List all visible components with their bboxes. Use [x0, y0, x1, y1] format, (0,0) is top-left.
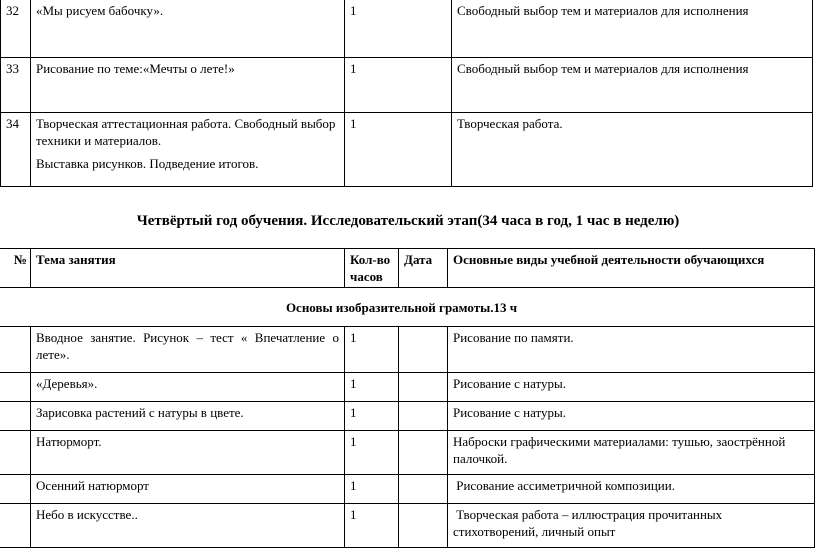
header-date: Дата [399, 249, 448, 288]
header-number: № [0, 249, 31, 288]
lesson-topic: Небо в искусстве.. [31, 504, 345, 548]
lesson-date [399, 373, 448, 402]
table-row [1, 0, 813, 58]
lesson-hours: 1 [345, 402, 399, 431]
header-activity: Основные виды учебной деятельности обучающихся [448, 249, 815, 288]
lesson-date [399, 402, 448, 431]
lesson-activity: Рисование ассиметричной композиции. [448, 475, 815, 504]
lesson-number [0, 327, 31, 373]
lesson-number [0, 431, 31, 475]
lesson-number [0, 475, 31, 504]
lesson-topic: Осенний натюрморт [31, 475, 345, 504]
header-topic: Тема занятия [31, 249, 345, 288]
lesson-topic: «Деревья». [31, 373, 345, 402]
lesson-number [0, 402, 31, 431]
lesson-number [0, 373, 31, 402]
table-row [0, 327, 815, 373]
table-row [0, 431, 815, 475]
table-row [1, 113, 813, 187]
table-row [0, 504, 815, 548]
lesson-activity: Наброски графическими материалами: тушью, заострённой палочкой. [448, 431, 815, 475]
table-row [1, 58, 813, 113]
lesson-activity: Рисование с натуры. [448, 373, 815, 402]
lesson-hours: 1 [345, 373, 399, 402]
lesson-topic: «Мы рисуем бабочку». [31, 0, 345, 58]
table-row [0, 475, 815, 504]
year-heading: Четвёртый год обучения. Исследовательский этап(34 часа в год, 1 час в неделю) [136, 213, 680, 229]
table-header-row [0, 249, 815, 288]
lesson-date [399, 504, 448, 548]
lesson-topic: Творческая аттестационная работа. Свободный выбор техники и материалов. Выставка рисунков. Подведение итогов. [31, 113, 345, 187]
lesson-topic: Зарисовка растений с натуры в цвете. [31, 402, 345, 431]
lesson-topic: Рисование по теме:«Мечты о лете!» [31, 58, 345, 113]
lesson-hours: 1 [345, 475, 399, 504]
table-row [0, 402, 815, 431]
lesson-activity: Свободный выбор тем и материалов для исполнения [452, 58, 813, 113]
fourth-year-table [0, 248, 815, 548]
lesson-hours: 1 [345, 431, 399, 475]
lesson-number: 33 [1, 58, 31, 113]
lesson-hours: 1 [345, 327, 399, 373]
header-hours: Кол-во часов [345, 249, 399, 288]
lesson-hours: 1 [345, 58, 452, 113]
lesson-hours: 1 [345, 504, 399, 548]
lesson-activity: Рисование по памяти. [448, 327, 815, 373]
lesson-number: 32 [1, 0, 31, 58]
section-row [0, 288, 815, 327]
lesson-hours: 1 [345, 113, 452, 187]
lesson-date [399, 327, 448, 373]
lesson-hours: 1 [345, 0, 452, 58]
table-row [0, 373, 815, 402]
section-title: Основы изобразительной грамоты.13 ч [0, 288, 815, 327]
lesson-activity: Творческая работа. [452, 113, 813, 187]
previous-year-table [0, 0, 813, 187]
lesson-number [0, 504, 31, 548]
lesson-topic: Вводное занятие. Рисунок – тест « Впечатление о лете». [31, 327, 345, 373]
lesson-date [399, 475, 448, 504]
lesson-date [399, 431, 448, 475]
lesson-activity: Свободный выбор тем и материалов для исполнения [452, 0, 813, 58]
lesson-topic: Натюрморт. [31, 431, 345, 475]
lesson-activity: Рисование с натуры. [448, 402, 815, 431]
lesson-activity: Творческая работа – иллюстрация прочитанных стихотворений, личный опыт [448, 504, 815, 548]
lesson-number: 34 [1, 113, 31, 187]
